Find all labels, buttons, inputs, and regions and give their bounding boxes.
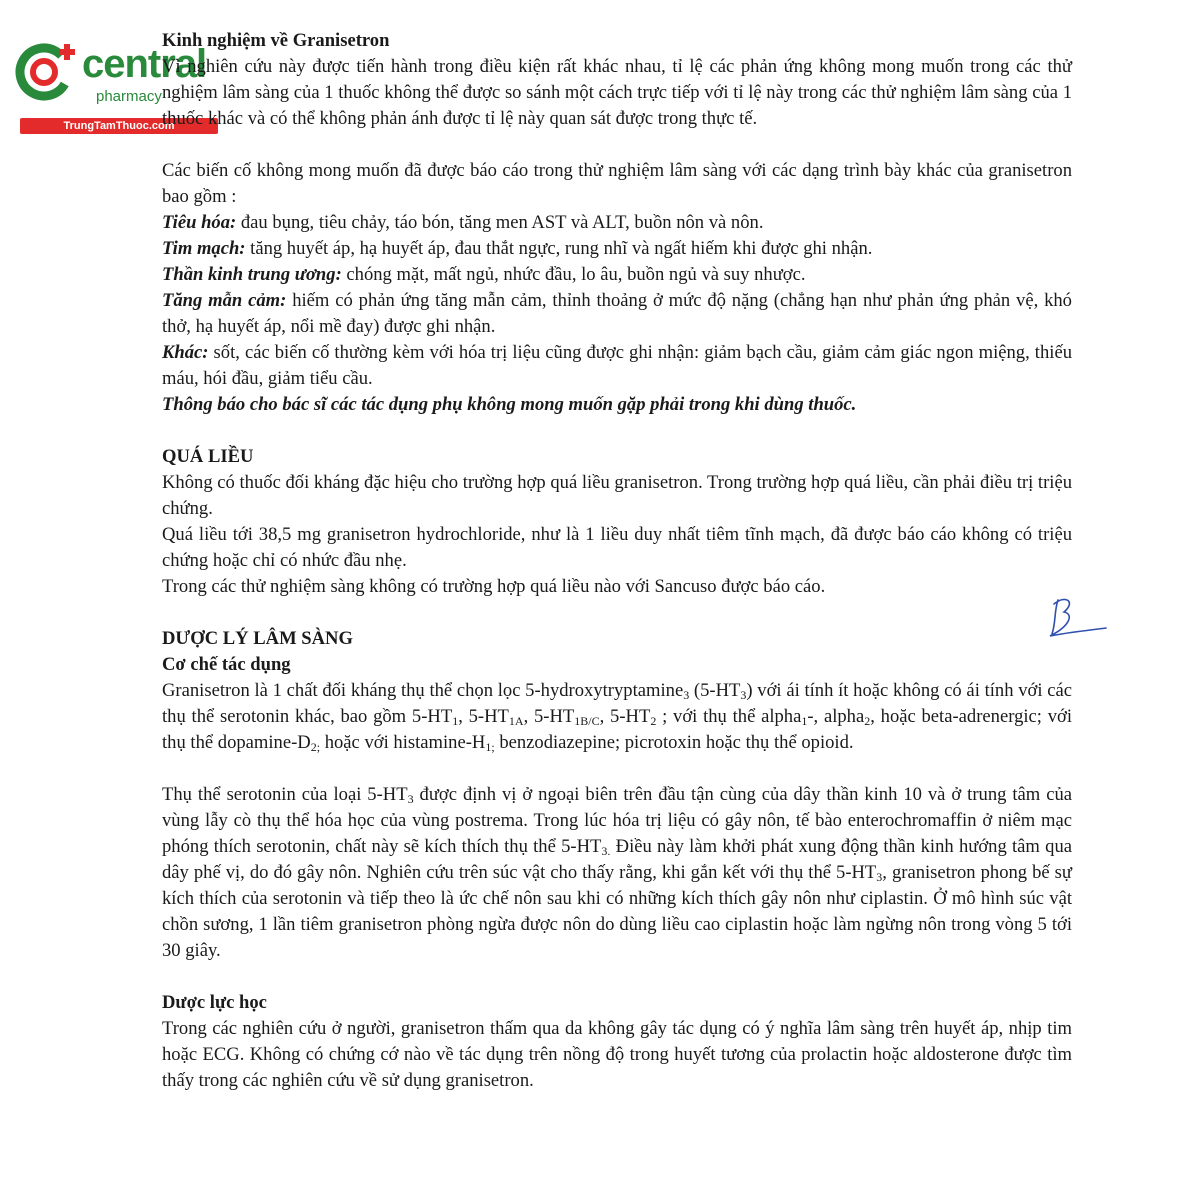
document-body <box>162 28 1072 1094</box>
list-item <box>162 288 1072 340</box>
item-text: hiếm có phản ứng tăng mẫn cảm, thỉnh thoảng ở mức độ nặng (chẳng hạn như phản ứng phản vệ, khó thở, hạ huyết áp, nổi mề đay) được ghi nhận. <box>162 290 1072 337</box>
paragraph: Trong các thử nghiệm sàng không có trường hợp quá liều nào với Sancuso được báo cáo. <box>162 576 826 597</box>
list-item <box>162 236 1072 262</box>
item-label: Khác: <box>162 342 209 363</box>
item-text: đau bụng, tiêu chảy, táo bón, tăng men AST và ALT, buồn nôn và nôn. <box>236 212 764 233</box>
item-text: tăng huyết áp, hạ huyết áp, đau thắt ngực, rung nhĩ và ngất hiếm khi được ghi nhận. <box>245 238 873 259</box>
list-item <box>162 210 1072 236</box>
central-pharmacy-logo-icon <box>14 40 78 104</box>
paragraph: Các biến cố không mong muốn đã được báo cáo trong thử nghiệm lâm sàng với các dạng trình bày khác của granisetron bao gồm : <box>162 160 1072 207</box>
paragraph: Trong các nghiên cứu ở người, granisetron thấm qua da không gây tác dụng có ý nghĩa lâm sàng trên huyết áp, nhịp tim hoặc ECG. Không có chứng cớ nào về tác dụng trên nồng độ trong huyết tương của prolactin hoặc aldosterone được tìm thấy trong các nghiên cứu về sử dụng granisetron. <box>162 1018 1072 1091</box>
section-heading-clinical-pharmacology: DƯỢC LÝ LÂM SÀNG <box>162 628 353 649</box>
item-label: Tăng mẫn cảm: <box>162 290 287 311</box>
list-item <box>162 340 1072 392</box>
logo-brand: central <box>82 42 207 86</box>
subheading-mechanism: Cơ chế tác dụng <box>162 654 291 675</box>
paragraph: Quá liều tới 38,5 mg granisetron hydrochloride, như là 1 liều duy nhất tiêm tĩnh mạch, đã được báo cáo không có triệu chứng hoặc chỉ có nhức đầu nhẹ. <box>162 524 1072 571</box>
logo-site-banner: TrungTamThuoc.com <box>20 118 218 134</box>
item-label: Tiêu hóa: <box>162 212 237 233</box>
item-text: sốt, các biến cố thường kèm với hóa trị liệu cũng được ghi nhận: giảm bạch cầu, giảm cảm giác ngon miệng, thiếu máu, hói đầu, giảm tiểu cầu. <box>162 342 1072 389</box>
paragraph: Không có thuốc đối kháng đặc hiệu cho trường hợp quá liều granisetron. Trong trường hợp quá liều, cần phải điều trị triệu chứng. <box>162 472 1072 519</box>
item-text: chóng mặt, mất ngủ, nhức đầu, lo âu, buồn ngủ và suy nhược. <box>341 264 806 285</box>
subheading-pharmacodynamics: Dược lực học <box>162 992 267 1013</box>
list-item <box>162 262 1072 288</box>
paragraph-serotonin: Thụ thể serotonin của loại $5-HT_3$ được định vị ở ngoại biên trên đầu tận cùng của dây thần kinh 10 và ở trung tâm của vùng lẫy cò thụ thể hóa học của vùng postrema. Trong lúc hóa trị liệu có gây nôn, tế bào enterochromaffin ở niêm mạc phóng thích serotonin, chất này sẽ kích thích thụ thể $5-HT_{3.}$ Điều này làm khởi phát xung động thần kinh hướng tâm qua dây phế vị, do đó gây nôn. Nghiên cứu trên súc vật cho thấy rằng, khi gắn kết với thụ thể $5-HT_3$, granisetron phong bế sự kích thích của serotonin và tiếp theo là ức chế nôn sau khi có những kích thích gây nôn như ciplastin. Ở mô hình súc vật chồn sương, 1 lần tiêm granisetron phòng ngừa được nôn do dùng liều cao ciplastin hoặc làm ngừng nôn trong vòng 5 tới 30 giây. <box>162 784 1072 961</box>
item-label: Thần kinh trung ương: <box>162 264 342 285</box>
section-heading-overdose: QUÁ LIỀU <box>162 446 254 467</box>
paragraph: Vì nghiên cứu này được tiến hành trong điều kiện rất khác nhau, tỉ lệ các phản ứng không mong muốn trong các thử nghiệm lâm sàng của 1 thuốc không thể được so sánh một cách trực tiếp với tỉ lệ này trong các thử nghiệm lâm sàng của 1 thuốc khác và có thể không phản ánh được tỉ lệ này quan sát được trong thực tế. <box>162 56 1072 129</box>
item-label: Tim mạch: <box>162 238 246 259</box>
notice-text: Thông báo cho bác sĩ các tác dụng phụ không mong muốn gặp phải trong khi dùng thuốc. <box>162 394 857 415</box>
paragraph-mechanism: Granisetron là 1 chất đối kháng thụ thể chọn lọc 5-hydroxytryptamine$_3$ $(5-HT_3)$ với ái tính ít hoặc không có ái tính với các thụ thể serotonin khác, bao gồm $5-HT_1$, $5-HT_{1A}$, $5-HT_{1B/C}$, $5-HT_2$ ; với thụ thể alpha$_1$-, alpha$_2$, hoặc beta-adrenergic; với thụ thể dopamine-$D_{2;}$ hoặc với histamine-$H_{1;}$ benzodiazepine; picrotoxin hoặc thụ thể opioid. <box>162 680 1073 754</box>
section-heading-granisetron-experience: Kinh nghiệm về Granisetron <box>162 30 390 51</box>
logo-subtitle: pharmacy <box>96 88 162 105</box>
